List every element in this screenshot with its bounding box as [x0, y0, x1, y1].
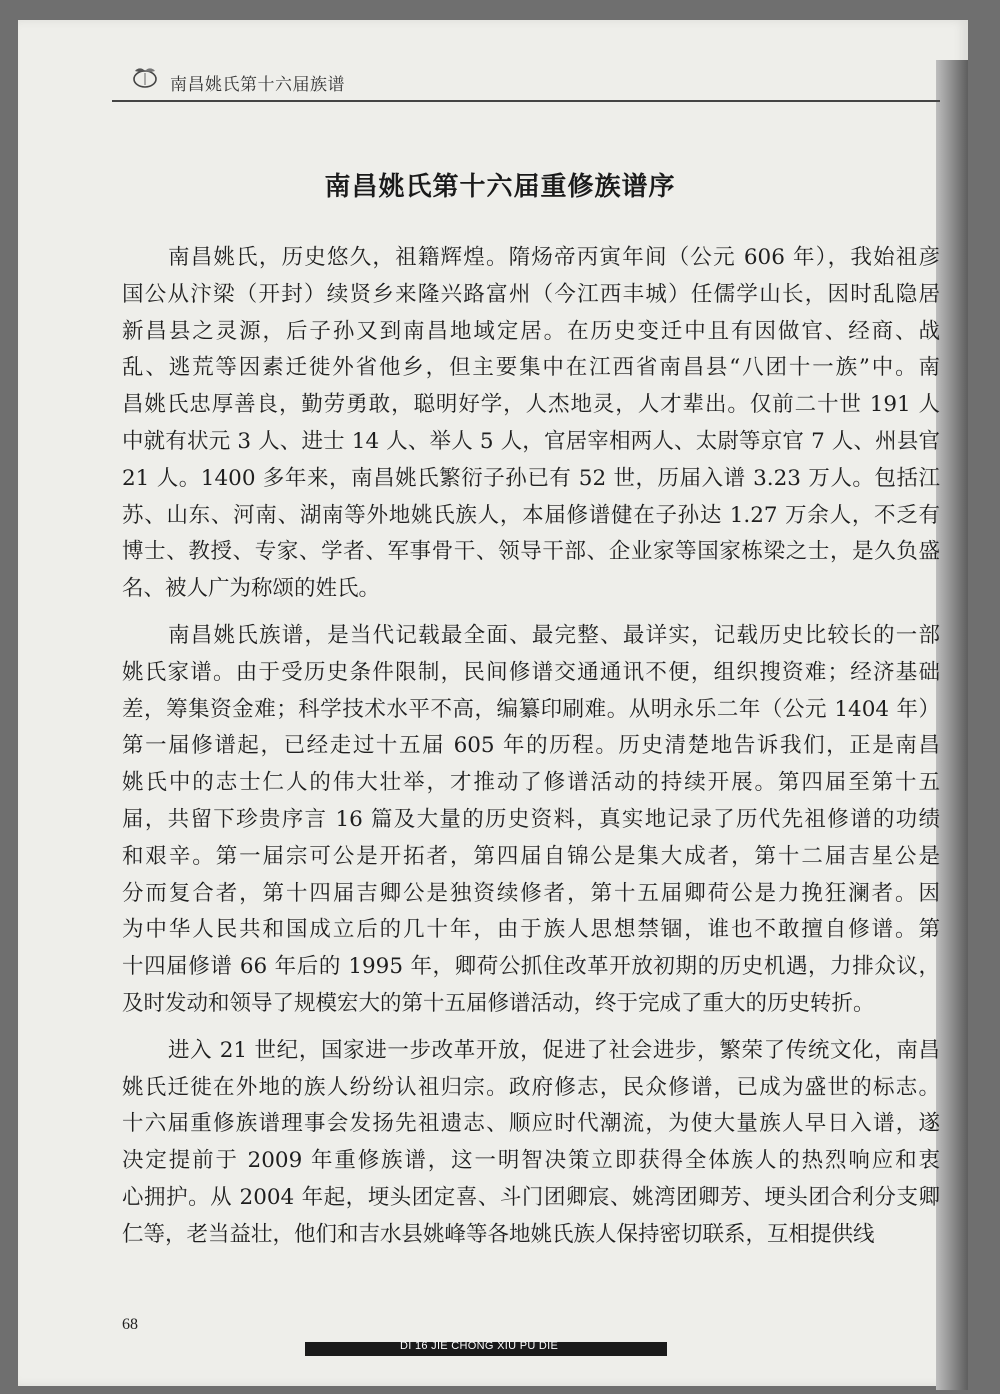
- page-number: 68: [122, 1316, 138, 1333]
- running-header: [112, 62, 940, 104]
- footer-running-title: DI 16 JIE CHONG XIU PU DIE: [400, 1340, 559, 1352]
- paragraph-line: 姚氏中的志士仁人的伟大壮举，才推动了修谱活动的持续开展。第四届至第十五: [122, 770, 940, 796]
- document-body: [122, 240, 940, 1254]
- paragraph: [122, 618, 940, 1023]
- peach-logo-icon: [130, 66, 160, 88]
- paragraph-line: 届，共留下珍贵序言 16 篇及大量的历史资料，真实地记录了历代先祖修谱的功绩: [122, 806, 940, 832]
- paragraph-line: 仁等，老当益壮，他们和吉水县姚峰等各地姚氏族人保持密切联系，互相提供线: [122, 1221, 875, 1247]
- paragraph: [122, 1033, 940, 1254]
- paragraph-line: 进入 21 世纪，国家进一步改革开放，促进了社会进步，繁荣了传统文化，南昌: [168, 1037, 940, 1063]
- header-rule: [112, 100, 940, 102]
- paragraph-line: 新昌县之灵源，后子孙又到南昌地域定居。在历史变迁中且有因做官、经商、战: [122, 318, 940, 344]
- paragraph-line: 决定提前于 2009 年重修族谱，这一明智决策立即获得全体族人的热烈响应和衷: [122, 1148, 940, 1174]
- paragraph-line: 十六届重修族谱理事会发扬先祖遗志、顺应时代潮流，为使大量族人早日入谱，遂: [122, 1111, 940, 1137]
- paragraph-line: 姚氏迁徙在外地的族人纷纷认祖归宗。政府修志，民众修谱，已成为盛世的标志。: [122, 1074, 940, 1100]
- header-title: 南昌姚氏第十六届族谱: [170, 75, 345, 95]
- paragraph-line: 21 人。1400 多年来，南昌姚氏繁衍子孙已有 52 世，历届入谱 3.23 万人。包括江: [122, 465, 940, 491]
- document-title: 南昌姚氏第十六届重修族谱序: [324, 172, 676, 202]
- paragraph-line: 差，筹集资金难；科学技术水平不高，编纂印刷难。从明永乐二年（公元 1404 年）: [122, 696, 940, 722]
- paragraph-line: 名、被人广为称颂的姓氏。: [122, 576, 381, 602]
- paragraph: [122, 240, 940, 608]
- paragraph-line: 心拥护。从 2004 年起，埂头团定喜、斗门团卿宸、姚湾团卿芳、埂头团合利分支卿: [122, 1184, 940, 1210]
- paragraph-line: 分而复合者，第十四届吉卿公是独资续修者，第十五届卿荷公是力挽狂澜者。因: [122, 880, 940, 906]
- paragraph-line: 中就有状元 3 人、进士 14 人、举人 5 人，官居宰相两人、太尉等京官 7 人、州县官: [122, 428, 940, 454]
- paragraph-gap: [122, 1023, 940, 1033]
- paragraph-line: 苏、山东、河南、湖南等外地姚氏族人，本届修谱健在子孙达 1.27 万余人，不乏有: [122, 502, 940, 528]
- paragraph-gap: [122, 608, 940, 618]
- paragraph-line: 和艰辛。第一届宗可公是开拓者，第四届自锦公是集大成者，第十二届吉星公是: [122, 843, 940, 869]
- paragraph-line: 为中华人民共和国成立后的几十年，由于族人思想禁锢，谁也不敢擅自修谱。第: [122, 917, 940, 943]
- paragraph-line: 博士、教授、专家、学者、军事骨干、领导干部、企业家等国家栋梁之士，是久负盛: [122, 539, 940, 565]
- paragraph-line: 十四届修谱 66 年后的 1995 年，卿荷公抓住改革开放初期的历史机遇，力排众议，: [122, 954, 940, 980]
- paragraph-line: 南昌姚氏族谱，是当代记载最全面、最完整、最详实，记载历史比较长的一部: [168, 622, 940, 648]
- paragraph-line: 乱、逃荒等因素迁徙外省他乡，但主要集中在江西省南昌县“八团十一族”中。南: [122, 355, 940, 381]
- page-edge-shadow: [936, 60, 968, 1390]
- paragraph-line: 及时发动和领导了规模宏大的第十五届修谱活动，终于完成了重大的历史转折。: [122, 990, 875, 1016]
- paragraph-line: 昌姚氏忠厚善良，勤劳勇敢，聪明好学，人杰地灵，人才辈出。仅前二十世 191 人: [122, 392, 940, 418]
- paragraph-line: 国公从汴梁（开封）续贤乡来隆兴路富州（今江西丰城）任儒学山长，因时乱隐居: [122, 281, 940, 307]
- paragraph-line: 南昌姚氏，历史悠久，祖籍辉煌。隋炀帝丙寅年间（公元 606 年），我始祖彦: [168, 245, 940, 270]
- paragraph-line: 第一届修谱起，已经走过十五届 605 年的历程。历史清楚地告诉我们，正是南昌: [122, 733, 940, 759]
- paragraph-line: 姚氏家谱。由于受历史条件限制，民间修谱交通通讯不便，组织搜资难；经济基础: [122, 659, 940, 685]
